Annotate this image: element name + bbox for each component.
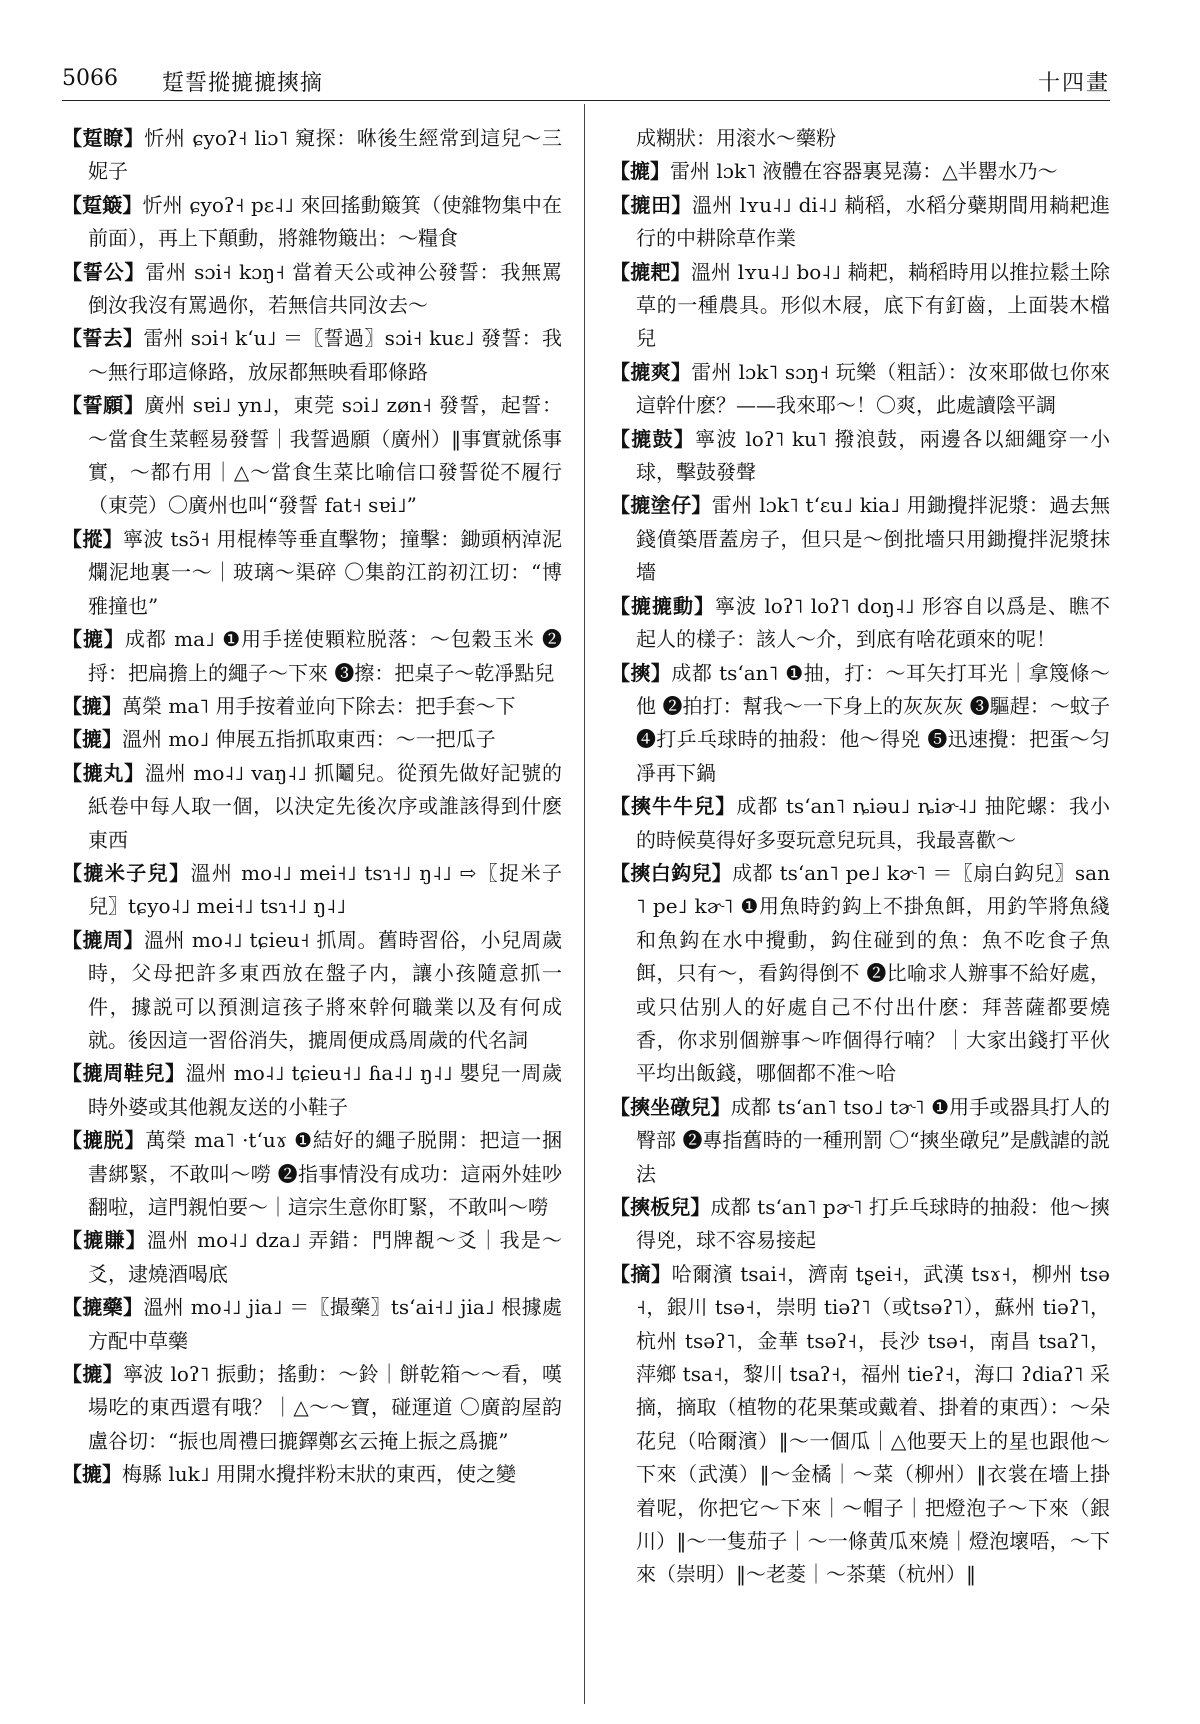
dictionary-entry <box>62 1291 562 1358</box>
entry-headword: 【摤】 <box>610 660 672 685</box>
entry-definition: 溫州 mo˨˩ tɕieu˧˩ ɦa˨˩ ŋ˨˩ 嬰兒一周歲時外婆或其他親友送的小鞋子 <box>88 1061 562 1119</box>
entry-headword: 【摝鼓】 <box>610 426 696 451</box>
entry-headword: 【摝】 <box>610 159 670 184</box>
entry-headword: 【摤坐礅兒】 <box>610 1094 731 1119</box>
dictionary-entry <box>62 122 562 189</box>
entry-definition: 雷州 lɔk˥ 液體在容器裏晃蕩：△半罌水乃～ <box>670 159 1058 184</box>
entry-headword: 【摝田】 <box>610 192 692 217</box>
entry-definition: 寧波 tsɔ̃˧ 用棍棒等垂直擊物；撞擊：鋤頭柄淖泥爛泥地裏一～｜玻璃～渠碎 〇集韵江韵初江切：“博雅撞也” <box>88 526 562 618</box>
entry-headword: 【摝周】 <box>62 927 144 952</box>
dictionary-entry <box>62 924 562 1058</box>
dictionary-entry <box>62 322 562 389</box>
entry-definition: 溫州 mo˨˩ mei˧˩ tsɿ˧˩ ŋ˨˩ ⇨〖捉米子兒〗tɕyo˨˩ mei˧˩ tsɿ˧˩ ŋ˨˩ <box>88 860 563 919</box>
entry-definition: 成都 tsʻan˥ ❶抽，打：～耳矢打耳光｜拿篾條～他 ❷拍打：幫我～一下身上的灰灰灰 ❸驅趕：～蚊子 ❹打乒乓球時的抽殺：他～得兇 ❺迅速攪：把蛋～匀凈再下鍋 <box>636 660 1110 785</box>
dictionary-entry <box>610 857 1110 1091</box>
dictionary-entry <box>62 523 562 623</box>
entry-definition: 雷州 sɔi˧ kɔŋ˧ 當着天公或神公發誓：我無罵倒汝我沒有罵過你，若無信共同汝去～ <box>88 259 562 318</box>
entry-definition: 廣州 sɐi˩ yn˩，東莞 sɔi˩ zøn˧ 發誓，起誓：～當食生菜輕易發誓｜我誓過願（廣州）‖事實就係事實，～都冇用｜△～當食生菜比喻信口發誓從不履行（東莞）〇廣州也叫“發誓 fat˧ sɐi˩” <box>88 393 563 518</box>
entry-headword: 【摤牛牛兒】 <box>610 794 737 819</box>
entry-headword: 【摝】 <box>62 627 125 652</box>
entry-headword: 【踅瞭】 <box>62 126 145 150</box>
entry-definition: 溫州 lʏu˨˩ bo˨˩ 耥耙，耥稻時用以推拉鬆土除草的一種農具。形似木屐，底下有釘齒，上面裝木檔兒 <box>636 259 1110 351</box>
entry-headword: 【摝塗仔】 <box>610 493 712 518</box>
entry-definition: 溫州 mo˨˩ vaŋ˨˩ 抓鬮兒。從預先做好記號的紙卷中每人取一個，以決定先後次序或誰該得到什麽東西 <box>88 760 562 852</box>
entry-definition: 溫州 mo˨˩ tɕieu˧ 抓周。舊時習俗，小兒周歲時，父母把許多東西放在盤子内，讓小孩隨意抓一件，據説可以預測這孩子將來幹何職業以及有何成就。後因這一習俗消失，摝周便成爲周歲的代名詞 <box>88 927 562 1052</box>
entry-headword: 【摝賺】 <box>62 1228 148 1253</box>
dictionary-entry <box>62 623 562 690</box>
entry-headword: 【摝米子兒】 <box>62 860 191 885</box>
entry-definition: 雷州 lɔk˥ sɔŋ˧ 玩樂（粗話）：汝來耶做乜你來這幹什麽？——我來耶～！〇爽，此處讀陰平調 <box>636 359 1110 418</box>
dictionary-entry <box>610 590 1110 657</box>
entry-headword: 【摝爽】 <box>610 359 692 384</box>
entry-definition: 溫州 mo˩ 伸展五指抓取東西：～一把瓜子 <box>122 727 496 752</box>
entry-headword: 【摝丸】 <box>62 760 145 785</box>
entry-headword: 【摝摝動】 <box>610 593 716 618</box>
entry-definition: 溫州 mo˨˩ jia˩ ＝〖撮藥〗tsʻai˧˩ jia˩ 根據處方配中草藥 <box>88 1295 563 1353</box>
dictionary-entry <box>62 723 562 756</box>
entry-headword: 【摝周鞋兒】 <box>62 1061 186 1086</box>
dictionary-entry <box>62 757 562 857</box>
dictionary-entry <box>610 122 1110 155</box>
dictionary-entry <box>610 423 1110 490</box>
right-column <box>610 122 1110 1592</box>
dictionary-entry <box>610 1091 1110 1191</box>
entry-headword: 【摝】 <box>62 1462 122 1487</box>
entry-definition: 成都 tsʻan˥ tso˩ tɚ˥ ❶用手或器具打人的臀部 ❷專指舊時的一種刑罰 〇“摤坐礅兒”是戲謔的説法 <box>636 1094 1110 1186</box>
entry-definition: 成糊狀：用滚水～藥粉 <box>636 126 836 150</box>
entry-definition: 寧波 loʔ˥ 振動；搖動：～鈴｜餅乾箱～～看，嘆場吃的東西還有哦？｜△～～寶，碰運道 〇廣韵屋韵盧谷切：“振也周禮曰摝鐸鄭玄云掩上振之爲摝” <box>88 1362 562 1453</box>
entry-headword: 【誓願】 <box>62 393 145 418</box>
entry-definition: 成都 tsʻan˥ pɚ˥ 打乒乓球時的抽殺：他～摤得兇，球不容易接起 <box>636 1195 1111 1253</box>
entry-definition: 寧波 loʔ˥ loʔ˥ doŋ˨˩ 形容自以爲是、瞧不起人的樣子：該人～介，到底有啥花頭來的呢！ <box>636 593 1111 652</box>
entry-headword: 【摝脱】 <box>62 1128 146 1153</box>
dictionary-entry <box>610 790 1110 857</box>
dictionary-entry <box>62 389 562 523</box>
entry-definition: 雷州 lɔk˥ tʻɛu˩ kia˩ 用鋤攪拌泥漿：過去無錢僨築厝蓋房子，但只是～倒批墻只用鋤攪拌泥漿抹墻 <box>636 493 1110 585</box>
entry-definition: 溫州 mo˨˩ dza˩ 弄錯：門牌覩～爻｜我是～爻，逮燒酒喝底 <box>88 1228 562 1286</box>
dictionary-entry <box>62 690 562 723</box>
entry-headword: 【摝】 <box>62 1362 124 1387</box>
dictionary-entry <box>62 256 562 323</box>
running-headwords: 踅誓摐摝摝摤摘 <box>162 71 324 96</box>
dictionary-entry <box>610 1191 1110 1258</box>
entry-definition: 梅縣 luk˩ 用開水攪拌粉末狀的東西，使之變 <box>122 1462 516 1487</box>
dictionary-entry <box>610 356 1110 423</box>
entry-headword: 【摝】 <box>62 693 122 718</box>
entry-headword: 【摝藥】 <box>62 1295 144 1320</box>
entry-headword: 【誓去】 <box>62 326 144 351</box>
entry-headword: 【摤板兒】 <box>610 1195 711 1219</box>
entry-definition: 寧波 loʔ˥ ku˥ 撥浪鼓，兩邊各以細繩穿一小球，擊鼓發聲 <box>636 426 1110 485</box>
dictionary-entry <box>62 1224 562 1291</box>
dictionary-entry <box>610 256 1110 356</box>
dictionary-entry <box>62 857 562 924</box>
entry-definition: 成都 tsʻan˥ ȵiəu˩ ȵiɚ˨˩ 抽陀螺：我小的時候莫得好多耍玩意兒玩具，我最喜歡～ <box>636 794 1110 852</box>
dictionary-entry <box>610 489 1110 589</box>
entry-definition: 萬榮 ma˥ 用手按着並向下除去：把手套～下 <box>122 693 516 718</box>
left-column <box>62 122 562 1492</box>
dictionary-entry <box>62 189 562 256</box>
entry-definition: 雷州 sɔi˧ kʻu˩ ＝〖誓過〗sɔi˧ kuɛ˩ 發誓：我～無行耶這條路，放尿都無映看耶條路 <box>88 326 563 384</box>
dictionary-entry <box>62 1124 562 1224</box>
entry-definition: 哈爾濱 tsai˧，濟南 tʂei˧，武漢 tsɤ˧，柳州 tsə˧，銀川 tsə˧，崇明 tiəʔ˥（或tsəʔ˥），蘇州 tiəʔ˥，杭州 tsəʔ˥，金華 tsəʔ˧，長沙 tsə˧，南昌 tsaʔ˥，萍鄉 tsa˧，黎川 tsaʔ˧，福州 tieʔ˧，海口 ʔdiaʔ˥ 采摘，摘取（植物的花果葉或戴着、掛着的東西）：～朵花兒（哈爾濱）‖～一個瓜｜△他要天上的星也跟他～下來（武漢）‖～金橘｜～菜（柳州）‖衣裳在墻上掛着呢，你把它～下來｜～帽子｜把燈泡子～下來（銀川）‖～一隻茄子｜～一條黄瓜來燒｜燈泡壞唔，～下來（崇明）‖～老菱｜～茶葉（杭州）‖ <box>636 1261 1111 1587</box>
dictionary-entry <box>610 155 1110 188</box>
dictionary-entry <box>610 1258 1110 1592</box>
entry-headword: 【摘】 <box>610 1261 672 1286</box>
dictionary-entry <box>610 657 1110 791</box>
column-divider <box>584 104 585 1704</box>
dictionary-entry <box>62 1458 562 1491</box>
dictionary-entry <box>610 189 1110 256</box>
entry-definition: 萬榮 ma˥ ·tʻuɤ ❶結好的繩子脱開：把這一捆書綁緊，不敢叫～嘮 ❷指事情没有成功：這兩外娃吵翻啦，這門親怕要～｜這宗生意你盯緊，不敢叫～嘮 <box>88 1128 563 1219</box>
entry-headword: 【誓公】 <box>62 259 146 284</box>
entry-headword: 【踅簸】 <box>62 192 143 217</box>
entry-definition: 忻州 ɕyoʔ˧ pɛ˨˩ 來回搖動簸箕（使雜物集中在前面），再上下顛動，將雜物簸出：～糧食 <box>88 192 563 251</box>
entry-definition: 成都 ma˩ ❶用手搓使顆粒脱落：～包穀玉米 ❷捋：把扁擔上的繩子～下來 ❸擦：把桌子～乾凈點兒 <box>88 627 562 685</box>
page-number: 5066 <box>62 66 118 91</box>
entry-headword: 【摝耙】 <box>610 259 691 284</box>
entry-headword: 【摝】 <box>62 727 122 752</box>
dictionary-entry <box>62 1057 562 1124</box>
entry-headword: 【摐】 <box>62 526 124 551</box>
page-header <box>62 60 1110 101</box>
entry-definition: 溫州 lʏu˨˩ di˨˩ 耥稻，水稻分蘗期間用耥耙進行的中耕除草作業 <box>636 192 1111 251</box>
entry-definition: 忻州 ɕyoʔ˧ liɔ˥ 窺探：咻後生經常到這兒～三妮子 <box>88 126 563 184</box>
entry-headword: 【摤白鈎兒】 <box>610 860 733 885</box>
dictionary-entry <box>62 1358 562 1458</box>
section-label: 十四畫 <box>1037 71 1110 96</box>
entry-definition: 成都 tsʻan˥ pe˩ kɚ˥ ＝〖扇白鈎兒〗san˥ pe˩ kɚ˥ ❶用魚時釣鈎上不掛魚餌，用釣竿將魚綫和魚鈎在水中攪動，鈎住碰到的魚：魚不吃食子魚餌，只有～，看鈎得倒不 ❷比喻求人辦事不給好處，或只估别人的好處自己不付出什麽：拜菩薩都要燒香，你求别個辦事～咋個得行喃？｜大家出錢打平伙平均出飯錢，哪個都不准～哈 <box>636 860 1110 1086</box>
